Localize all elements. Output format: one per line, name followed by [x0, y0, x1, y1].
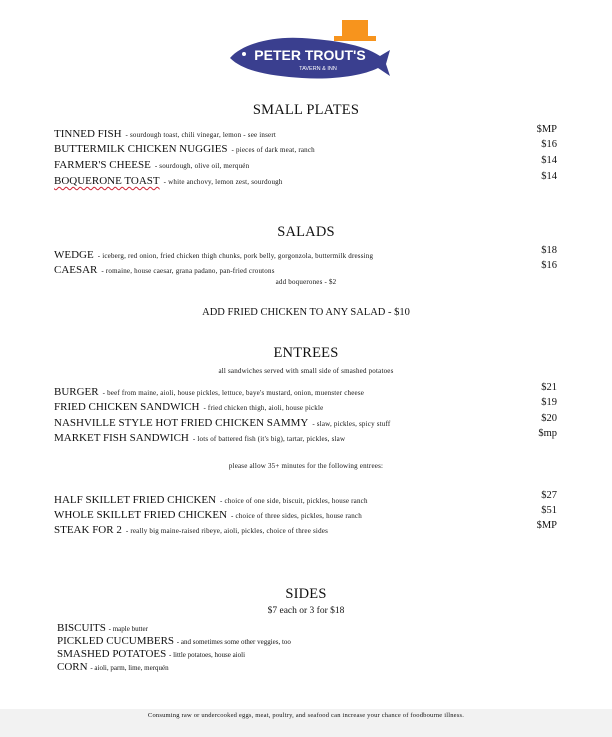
side-item: [57, 622, 148, 634]
item-name: NASHVILLE STYLE HOT FRIED CHICKEN SAMMY: [54, 417, 309, 429]
menu-item: [54, 520, 557, 534]
item-desc: - little potatoes, house aioli: [169, 651, 246, 659]
item-price: $19: [541, 397, 557, 408]
item-price: $MP: [536, 124, 557, 135]
item-desc: - slaw, pickles, spicy stuff: [312, 420, 391, 428]
item-name: TINNED FISH: [54, 128, 122, 140]
item-desc: - choice of one side, biscuit, pickles, house ranch: [220, 497, 368, 505]
menu-item: [54, 490, 557, 504]
add-chicken-note: ADD FRIED CHICKEN TO ANY SALAD - $10: [202, 307, 410, 318]
item-desc: - really big maine-raised ribeye, aioli, pickles, choice of three sides: [125, 527, 328, 535]
item-desc: - fried chicken thigh, aioli, house pickle: [203, 404, 324, 412]
menu-item: [54, 505, 557, 519]
item-name: FARMER'S CHEESE: [54, 159, 151, 171]
menu-item: [54, 139, 557, 153]
item-name: CORN: [57, 661, 88, 673]
item-price: $18: [541, 245, 557, 256]
item-name: HALF SKILLET FRIED CHICKEN: [54, 494, 217, 506]
item-desc: - lots of battered fish (it's big), tartar, pickles, slaw: [192, 435, 346, 443]
menu-item: [54, 397, 557, 411]
item-name: BOQUERONE TOAST: [54, 175, 160, 187]
item-name: SMASHED POTATOES: [57, 648, 167, 660]
menu-item: [54, 124, 557, 138]
section-title-sides: SIDES: [285, 586, 327, 602]
item-price: $27: [541, 490, 557, 501]
item-name: CAESAR: [54, 264, 98, 276]
item-desc: - aioli, parm, lime, merquén: [90, 664, 169, 672]
item-desc: - maple butter: [108, 625, 148, 633]
logo-line2: TAVERN & INN: [299, 66, 337, 72]
section-title-entrees: ENTREES: [273, 345, 339, 361]
side-item: [57, 648, 245, 660]
item-desc: - and sometimes some other veggies, too: [176, 638, 291, 646]
side-item: [57, 661, 169, 673]
section-title-salads: SALADS: [277, 224, 335, 240]
item-price: $51: [541, 505, 557, 516]
menu-item: [54, 155, 557, 169]
sides-price-note: $7 each or 3 for $18: [267, 606, 345, 616]
foodborne-illness-disclaimer: Consuming raw or undercooked eggs, meat, poultry, and seafood can increase your chance of foodbourne illness.: [147, 712, 465, 719]
item-desc: - romaine, house caesar, grana padano, pan-fried croutons: [101, 267, 275, 275]
section-title-small-plates: SMALL PLATES: [252, 102, 360, 118]
menu-item: [54, 413, 557, 427]
item-name: BUTTERMILK CHICKEN NUGGIES: [54, 143, 228, 155]
item-price: $14: [541, 155, 557, 166]
item-name: PICKLED CUCUMBERS: [57, 635, 175, 647]
menu-item: [54, 245, 557, 259]
menu-item: [54, 171, 557, 185]
item-name: MARKET FISH SANDWICH: [54, 432, 189, 444]
item-price: $mp: [538, 428, 557, 439]
item-name: STEAK FOR 2: [54, 524, 122, 536]
item-price: $20: [541, 413, 557, 424]
peter-trouts-logo: [222, 14, 392, 84]
menu-item: [54, 428, 557, 442]
footer-bar: [0, 709, 612, 737]
item-desc: - sourdough, olive oil, merquén: [154, 162, 250, 170]
item-desc: - beef from maine, aioli, house pickles, lettuce, baye's mustard, onion, muenster cheese: [102, 389, 365, 397]
item-price: $21: [541, 382, 557, 393]
side-item: [57, 635, 291, 647]
item-price: $16: [541, 260, 557, 271]
item-name: BURGER: [54, 386, 99, 398]
item-desc: - white anchovy, lemon zest, sourdough: [163, 178, 283, 186]
menu-item: [54, 382, 557, 396]
item-name: FRIED CHICKEN SANDWICH: [54, 401, 200, 413]
logo-line1: PETER TROUT'S: [254, 47, 366, 63]
item-price: $MP: [536, 520, 557, 531]
menu-item: [54, 260, 557, 274]
item-price: $16: [541, 139, 557, 150]
item-desc: - pieces of dark meat, ranch: [231, 146, 315, 154]
sandwich-note: all sandwiches served with small side of smashed potatoes: [218, 367, 394, 375]
wait-time-note: please allow 35+ minutes for the following entrees:: [228, 462, 384, 470]
item-name: WHOLE SKILLET FRIED CHICKEN: [54, 509, 228, 521]
item-price: $14: [541, 171, 557, 182]
item-name: BISCUITS: [57, 622, 106, 634]
salad-addon-note: add boquerones - $2: [275, 278, 337, 286]
item-desc: - choice of three sides, pickles, house ranch: [231, 512, 362, 520]
item-desc: - iceberg, red onion, fried chicken thigh chunks, pork belly, gorgonzola, buttermilk dressing: [97, 252, 374, 260]
item-name: WEDGE: [54, 249, 94, 261]
item-desc: - sourdough toast, chili vinegar, lemon - see insert: [125, 131, 277, 139]
